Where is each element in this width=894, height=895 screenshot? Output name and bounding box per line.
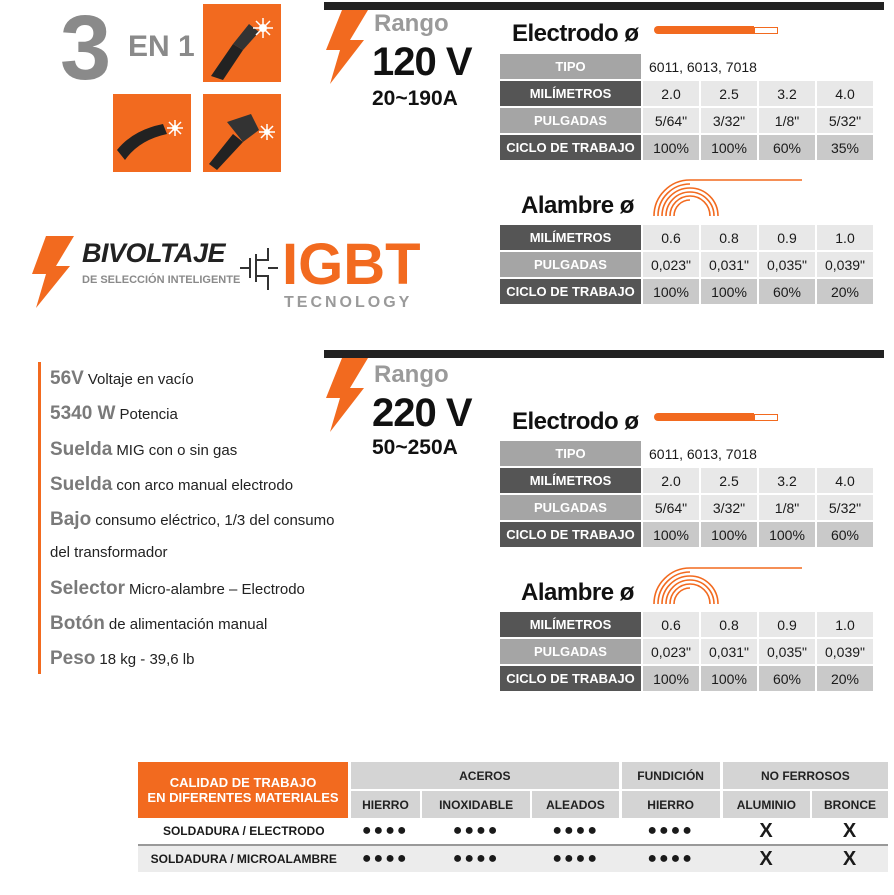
cell: 100% <box>643 135 699 160</box>
tipo-value: 6011, 6013, 7018 <box>643 441 873 466</box>
cell: 0,035" <box>759 252 815 277</box>
row-label: MILÍMETROS <box>500 468 641 493</box>
cell: 2.5 <box>701 468 757 493</box>
column-header: BRONCE <box>811 790 888 818</box>
table-row <box>138 845 888 872</box>
cell: 100% <box>701 135 757 160</box>
cell: 0.6 <box>643 612 699 637</box>
bivoltaje-title: BIVOLTAJE <box>82 238 226 268</box>
tipo-label: TIPO <box>500 441 641 466</box>
table-row <box>138 818 888 845</box>
column-header: INOXIDABLE <box>421 790 531 818</box>
rating-dots: ●●●● <box>452 850 500 867</box>
cell: 100% <box>643 666 699 691</box>
x-mark-icon: X <box>842 819 857 842</box>
column-header: ALEADOS <box>531 790 620 818</box>
cell: 5/64" <box>643 495 699 520</box>
group-header: NO FERROSOS <box>721 762 888 790</box>
alambre-table-220 <box>498 610 875 693</box>
row-label: CICLO DE TRABAJO <box>500 135 641 160</box>
cell: 100% <box>701 522 757 547</box>
section-rule-120 <box>324 2 884 10</box>
lightning-icon <box>326 358 370 437</box>
cell: 4.0 <box>817 468 873 493</box>
feature-item: Suelda con arco manual electrodo <box>50 474 294 495</box>
feature-item: Botón de alimentación manual <box>50 613 268 634</box>
rating-dots: ●●●● <box>361 850 409 867</box>
x-mark-icon: X <box>759 847 773 870</box>
group-header: ACEROS <box>350 762 621 790</box>
x-mark-icon: X <box>759 819 773 842</box>
tipo-value: 6011, 6013, 7018 <box>643 54 873 79</box>
column-header: HIERRO <box>620 790 721 818</box>
cell: 20% <box>817 279 873 304</box>
feature-item: Suelda MIG con o sin gas <box>50 439 238 460</box>
cell: 4.0 <box>817 81 873 106</box>
materials-table <box>138 762 888 872</box>
transistor-icon <box>238 244 282 299</box>
rating-dots: ●●●● <box>552 850 599 867</box>
feature-item: Selector Micro-alambre – Electrodo <box>50 578 305 599</box>
feature-item: Bajo consumo eléctrico, 1/3 del consumo <box>50 509 335 530</box>
tipo-label: TIPO <box>500 54 641 79</box>
rating-dots: ●●●● <box>647 822 694 839</box>
wire-coil-icon <box>652 178 802 223</box>
rango-label-120: Rango <box>374 10 449 37</box>
cell: 0,023" <box>643 252 699 277</box>
cell: 100% <box>701 666 757 691</box>
electrodo-table-220 <box>498 439 875 549</box>
cell: 0.6 <box>643 225 699 250</box>
tig-torch-icon <box>203 94 281 172</box>
row-label: MILÍMETROS <box>500 81 641 106</box>
column-header: ALUMINIO <box>721 790 811 818</box>
cell: 100% <box>759 522 815 547</box>
section-rule-220 <box>324 350 884 358</box>
cell: 0,039" <box>817 639 873 664</box>
cell: 5/32" <box>817 108 873 133</box>
voltage-120: 120 V <box>372 40 472 84</box>
x-mark-icon: X <box>842 847 857 870</box>
cell: 100% <box>643 522 699 547</box>
voltage-220: 220 V <box>372 391 472 435</box>
cell: 60% <box>759 666 815 691</box>
materials-title: CALIDAD DE TRABAJO EN DIFERENTES MATERIALES <box>138 762 350 818</box>
row-label: PULGADAS <box>500 639 641 664</box>
electrode-rod-icon <box>654 26 778 34</box>
cell: 0.8 <box>701 612 757 637</box>
cell: 3.2 <box>759 81 815 106</box>
cell: 0.8 <box>701 225 757 250</box>
bivoltaje-subtitle: DE SELECCIÓN INTELIGENTE <box>82 274 241 286</box>
cell: 35% <box>817 135 873 160</box>
feature-item: del transformador <box>50 544 168 561</box>
cell: 0,035" <box>759 639 815 664</box>
row-label: CICLO DE TRABAJO <box>500 522 641 547</box>
cell: 100% <box>643 279 699 304</box>
alambre-title-220: Alambre ø <box>521 579 634 606</box>
cell: 1/8" <box>759 108 815 133</box>
column-header: HIERRO <box>350 790 421 818</box>
badge-text: EN 1 <box>128 30 195 63</box>
cell: 0,031" <box>701 252 757 277</box>
row-label: SOLDADURA / ELECTRODO <box>162 824 325 838</box>
rating-dots: ●●●● <box>452 822 500 839</box>
row-label: PULGADAS <box>500 108 641 133</box>
alambre-table-120 <box>498 223 875 306</box>
cell: 1.0 <box>817 225 873 250</box>
cell: 100% <box>701 279 757 304</box>
cell: 20% <box>817 666 873 691</box>
electrode-holder-icon <box>113 94 191 172</box>
cell: 2.0 <box>643 81 699 106</box>
row-label: MILÍMETROS <box>500 225 641 250</box>
cell: 0.9 <box>759 612 815 637</box>
cell: 0.9 <box>759 225 815 250</box>
wire-coil-icon <box>652 566 802 611</box>
electrodo-table-120 <box>498 52 875 162</box>
alambre-title-120: Alambre ø <box>521 192 634 219</box>
igbt-subtitle: TECNOLOGY <box>284 294 413 311</box>
cell: 5/32" <box>817 495 873 520</box>
cell: 3/32" <box>701 108 757 133</box>
electrodo-title-120: Electrodo ø <box>512 20 639 47</box>
rating-dots: ●●●● <box>647 850 694 867</box>
rating-dots: ●●●● <box>552 822 599 839</box>
cell: 0,031" <box>701 639 757 664</box>
cell: 5/64" <box>643 108 699 133</box>
row-label: CICLO DE TRABAJO <box>500 279 641 304</box>
amps-120: 20~190A <box>372 87 458 110</box>
feature-item: 56V Voltaje en vacío <box>50 368 194 389</box>
cell: 1.0 <box>817 612 873 637</box>
rango-label-220: Rango <box>374 361 449 388</box>
feature-item: 5340 W Potencia <box>50 403 178 424</box>
cell: 2.5 <box>701 81 757 106</box>
lightning-icon <box>326 10 370 89</box>
feature-item: Peso 18 kg - 39,6 lb <box>50 648 195 669</box>
features-accent-bar <box>38 362 41 674</box>
cell: 60% <box>817 522 873 547</box>
mig-torch-icon <box>203 4 281 82</box>
row-label: CICLO DE TRABAJO <box>500 666 641 691</box>
cell: 0,039" <box>817 252 873 277</box>
cell: 60% <box>759 135 815 160</box>
row-label: PULGADAS <box>500 495 641 520</box>
row-label: PULGADAS <box>500 252 641 277</box>
cell: 3.2 <box>759 468 815 493</box>
electrodo-title-220: Electrodo ø <box>512 408 639 435</box>
cell: 2.0 <box>643 468 699 493</box>
amps-220: 50~250A <box>372 436 458 459</box>
row-label: SOLDADURA / MICROALAMBRE <box>150 852 337 866</box>
lightning-icon <box>30 236 76 313</box>
electrode-rod-icon <box>654 413 778 421</box>
cell: 3/32" <box>701 495 757 520</box>
rating-dots: ●●●● <box>361 822 409 839</box>
badge-number: 3 <box>60 0 110 99</box>
cell: 0,023" <box>643 639 699 664</box>
cell: 1/8" <box>759 495 815 520</box>
cell: 60% <box>759 279 815 304</box>
group-header: FUNDICIÓN <box>620 762 721 790</box>
igbt-title: IGBT <box>282 232 421 297</box>
row-label: MILÍMETROS <box>500 612 641 637</box>
